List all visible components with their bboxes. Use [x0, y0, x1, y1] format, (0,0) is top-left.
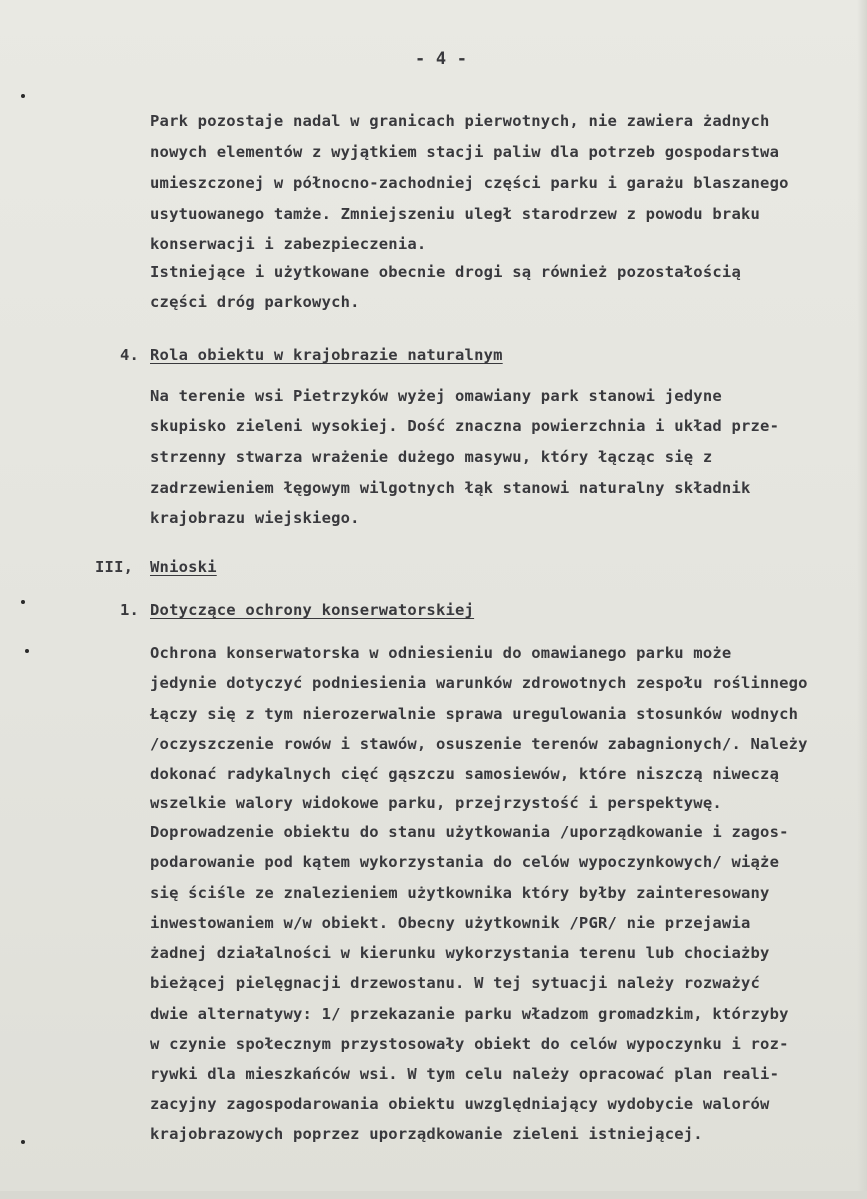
paragraph-line: Istniejące i użytkowane obecnie drogi są również pozostałością: [150, 263, 741, 281]
page-edge-right: [857, 0, 867, 1199]
paragraph-line: Park pozostaje nadal w granicach pierwotnych, nie zawiera żadnych: [150, 112, 770, 130]
paragraph-line: Doprowadzenie obiektu do stanu użytkowania /uporządkowanie i zagos-: [150, 823, 789, 841]
paragraph-line: umieszczonej w północno-zachodniej części parku i garażu blaszanego: [150, 174, 789, 192]
paragraph-line: bieżącej pielęgnacji drzewostanu. W tej sytuacji należy rozważyć: [150, 974, 761, 992]
margin-mark-4: [21, 1140, 25, 1144]
paragraph-line: żadnej działalności w kierunku wykorzystania terenu lub chociażby: [150, 944, 770, 962]
paragraph-line: rywki dla mieszkańców wsi. W tym celu należy opracować plan reali-: [150, 1065, 780, 1083]
paragraph-line: dokonać radykalnych cięć gąszczu samosiewów, które niszczą niweczą: [150, 765, 780, 783]
margin-mark-2: [21, 600, 25, 604]
paragraph-line: wszelkie walory widokowe parku, przejrzystość i perspektywę.: [150, 794, 722, 812]
paragraph-line: krajobrazu wiejskiego.: [150, 509, 360, 527]
paragraph-line: konserwacji i zabezpieczenia.: [150, 235, 427, 253]
section-heading: Rola obiektu w krajobrazie naturalnym: [150, 346, 503, 364]
paragraph-line: usytuowanego tamże. Zmniejszeniu uległ starodrzew z powodu braku: [150, 205, 761, 223]
paragraph-line: części dróg parkowych.: [150, 293, 360, 311]
margin-mark-3: [25, 649, 29, 653]
paragraph-line: w czynie społecznym przystosowały obiekt do celów wypoczynku i roz-: [150, 1035, 789, 1053]
page-edge-bottom: [0, 1191, 867, 1199]
paragraph-line: Na terenie wsi Pietrzyków wyżej omawiany park stanowi jedyne: [150, 387, 722, 405]
paragraph-line: zacyjny zagospodarowania obiektu uwzględniający wydobycie walorów: [150, 1095, 770, 1113]
paragraph-line: Ochrona konserwatorska w odniesieniu do omawianego parku może: [150, 644, 732, 662]
paragraph-line: się ściśle ze znalezieniem użytkownika który byłby zainteresowany: [150, 884, 770, 902]
paragraph-line: dwie alternatywy: 1/ przekazanie parku władzom gromadzkim, którzyby: [150, 1005, 789, 1023]
paragraph-line: inwestowaniem w/w obiekt. Obecny użytkownik /PGR/ nie przejawia: [150, 914, 751, 932]
section-number: 4.: [120, 346, 140, 364]
section-heading: Dotyczące ochrony konserwatorskiej: [150, 601, 475, 619]
paragraph-line: krajobrazowych poprzez uporządkowanie zieleni istniejącej.: [150, 1125, 703, 1143]
paragraph-line: strzenny stwarza wrażenie dużego masywu, który łącząc się z: [150, 448, 713, 466]
chapter-heading: Wnioski: [150, 558, 217, 576]
paragraph-line: nowych elementów z wyjątkiem stacji paliw dla potrzeb gospodarstwa: [150, 143, 780, 161]
margin-mark-1: [21, 94, 25, 98]
section-number: 1.: [120, 601, 140, 619]
chapter-number: III,: [95, 558, 134, 576]
paragraph-line: podarowanie pod kątem wykorzystania do celów wypoczynkowych/ wiąże: [150, 853, 780, 871]
paragraph-line: jedynie dotyczyć podniesienia warunków zdrowotnych zespołu roślinnego: [150, 674, 808, 692]
paragraph-line: /oczyszczenie rowów i stawów, osuszenie terenów zabagnionych/. Należy: [150, 735, 808, 753]
paragraph-line: Łączy się z tym nierozerwalnie sprawa uregulowania stosunków wodnych: [150, 705, 799, 723]
page-number: - 4 -: [415, 49, 468, 69]
paragraph-line: skupisko zieleni wysokiej. Dość znaczna powierzchnia i układ prze-: [150, 417, 780, 435]
paragraph-line: zadrzewieniem łęgowym wilgotnych łąk stanowi naturalny składnik: [150, 479, 751, 497]
